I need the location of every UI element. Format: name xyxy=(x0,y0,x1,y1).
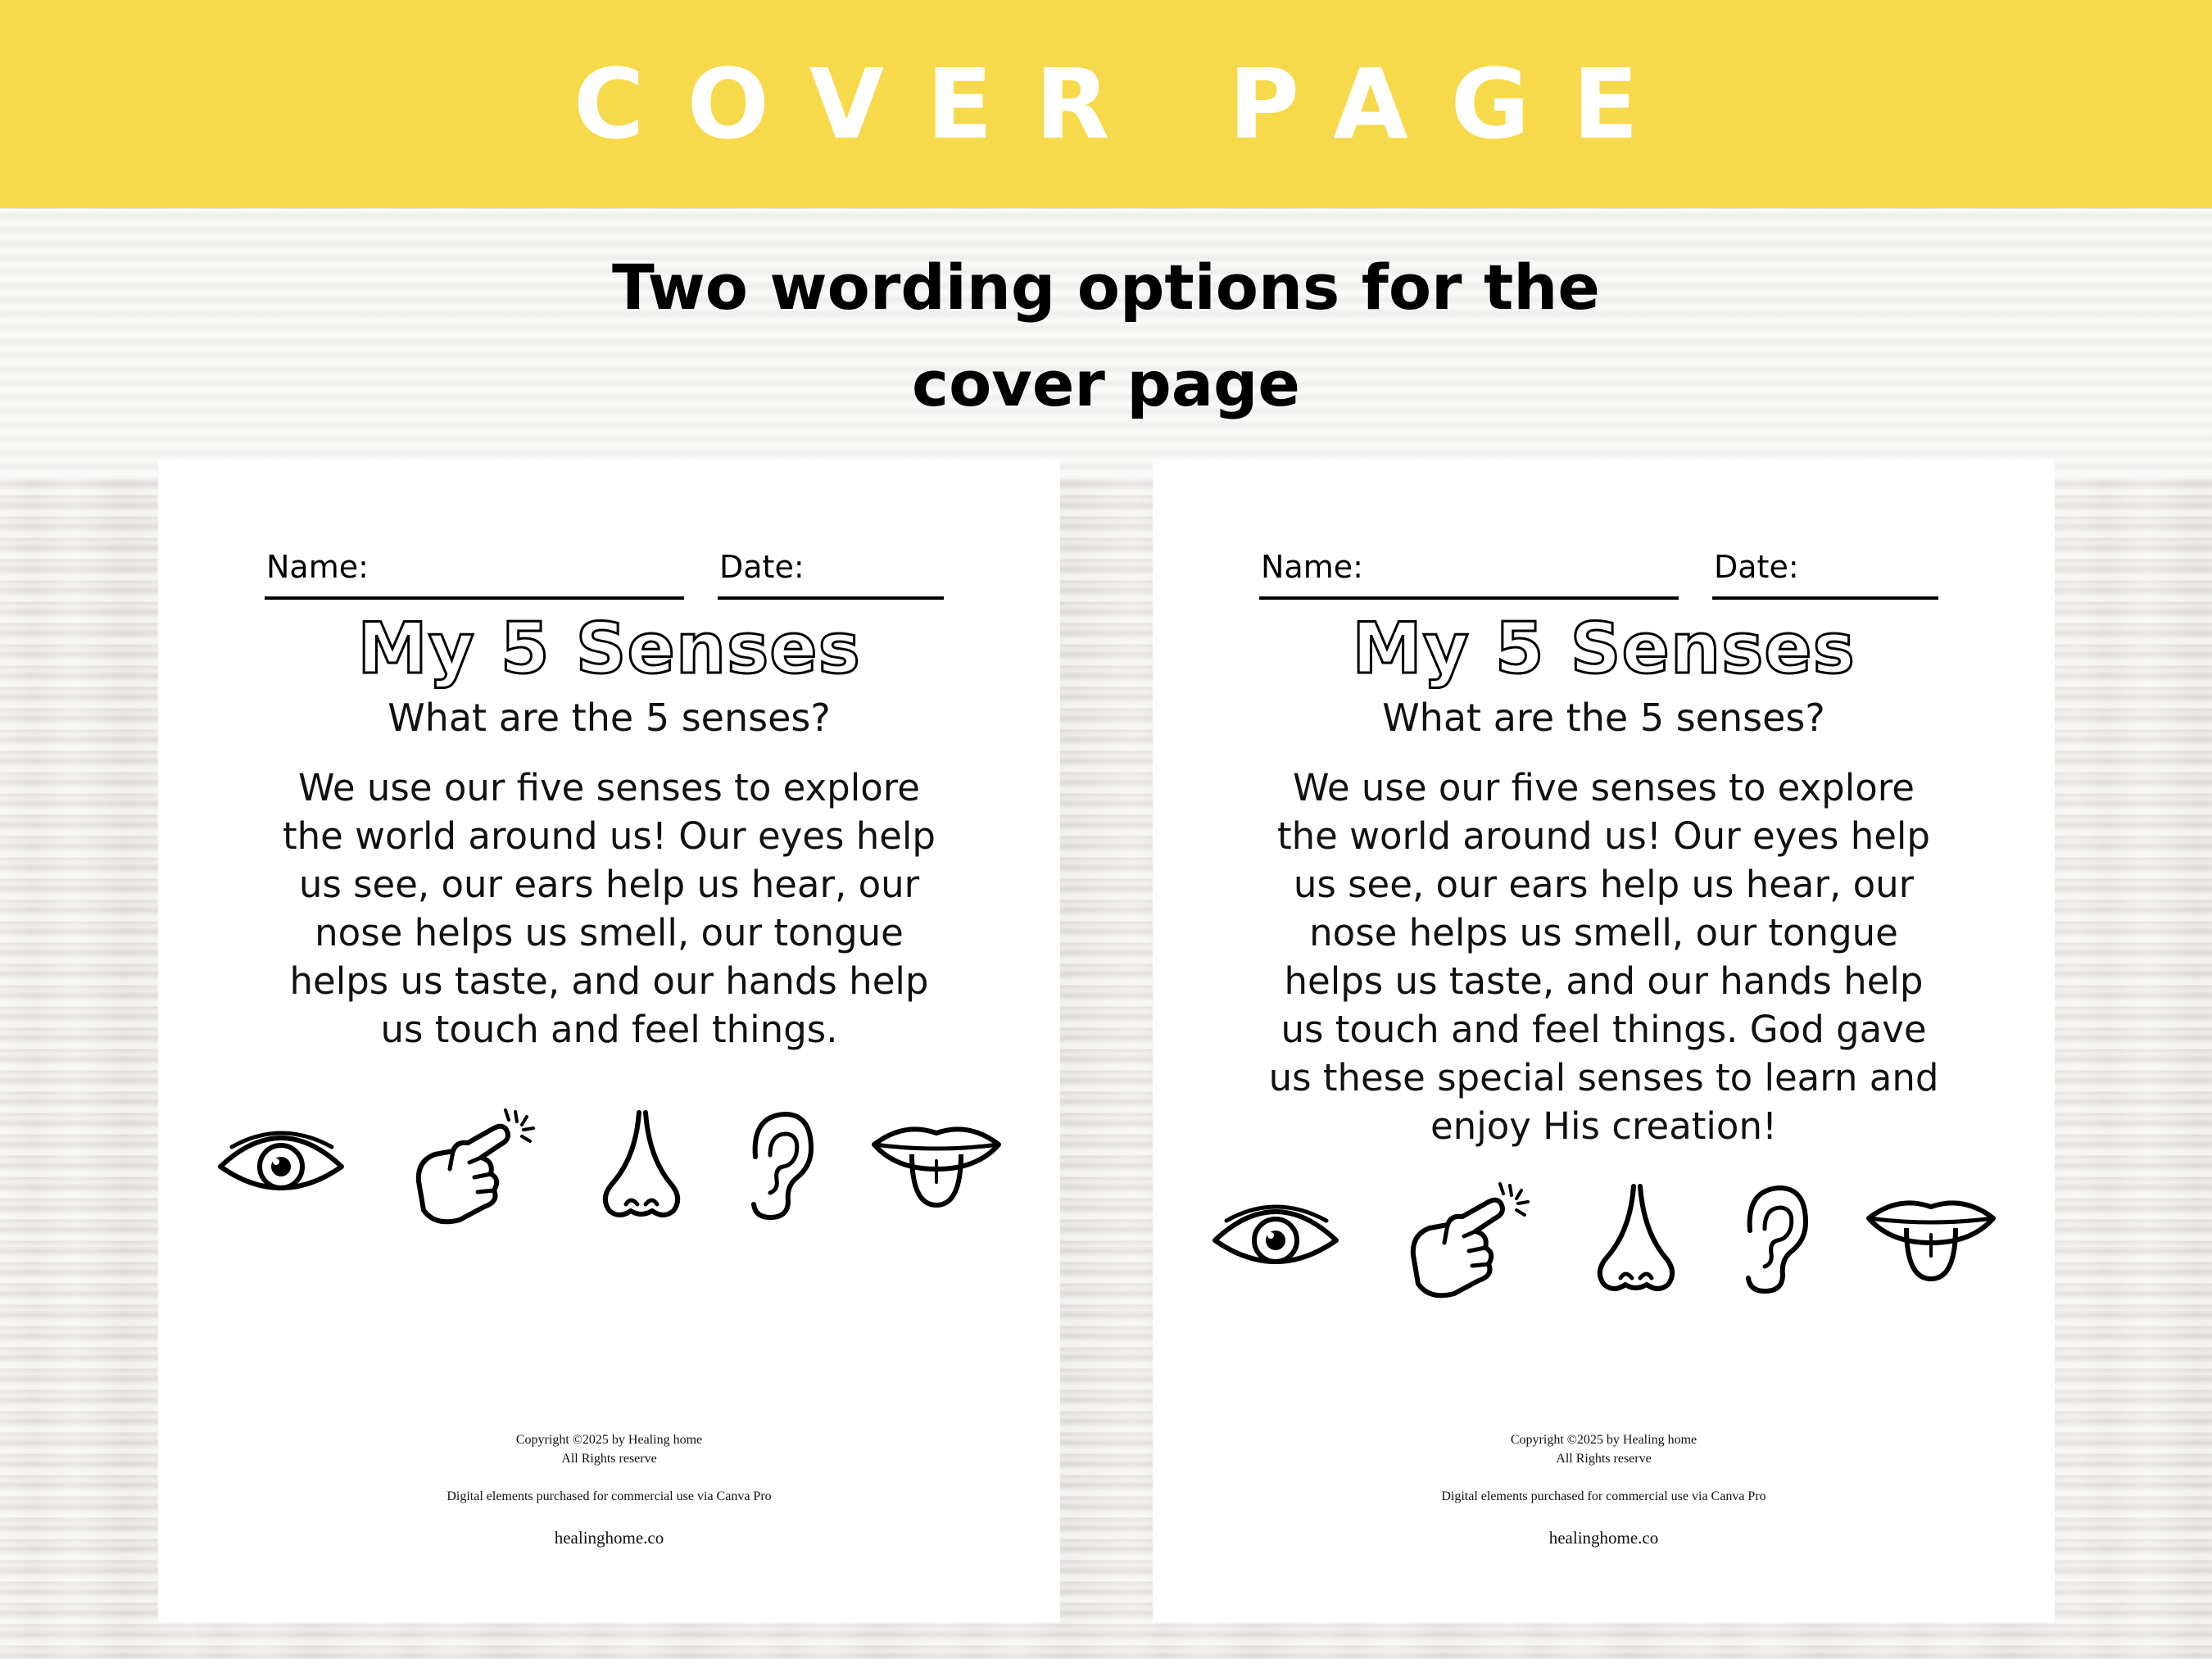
rights-line: All Rights reserve xyxy=(561,1452,657,1466)
body-line: nose helps us smell, our tongue xyxy=(315,911,904,954)
mouth-tongue-icon xyxy=(871,1120,1002,1210)
cover-page-option-2 xyxy=(1153,460,2055,1622)
body-line: us see, our ears help us hear, our xyxy=(298,863,920,906)
subtitle-line-2: cover page xyxy=(912,347,1300,420)
hand-touch-icon xyxy=(402,1104,542,1226)
body-line: helps us taste, and our hands help xyxy=(289,959,929,1003)
date-field xyxy=(1712,549,1938,600)
nose-icon xyxy=(1591,1181,1681,1296)
page-subtitle xyxy=(0,239,2212,433)
body-line: enjoy His creation! xyxy=(1430,1104,1778,1148)
body-line: We use our five senses to explore xyxy=(298,766,920,809)
ear-icon xyxy=(742,1108,816,1222)
date-field xyxy=(718,549,944,600)
eye-icon xyxy=(215,1124,347,1206)
senses-icons-row xyxy=(1210,1177,1997,1300)
body-line: the world around us! Our eyes help xyxy=(1277,814,1930,858)
card-title: My 5 Senses xyxy=(1352,608,1856,690)
eye-icon xyxy=(1210,1198,1341,1280)
digital-elements-note: Digital elements purchased for commercial use via Canva Pro xyxy=(1441,1489,1766,1503)
copyright-line: Copyright ©2025 by Healing home xyxy=(515,1433,703,1447)
subtitle-line-1: Two wording options for the xyxy=(612,251,1600,324)
name-field xyxy=(1259,549,1679,600)
body-line: us these special senses to learn and xyxy=(1268,1056,1939,1099)
body-line: us touch and feel things. xyxy=(380,1008,838,1051)
copyright-notice xyxy=(1153,1430,2055,1468)
name-label: Name: xyxy=(1261,549,1363,585)
card-question: What are the 5 senses? xyxy=(1382,696,1825,740)
date-label: Date: xyxy=(719,549,805,585)
rights-line: All Rights reserve xyxy=(1556,1452,1652,1466)
cover-page-option-1 xyxy=(158,460,1060,1622)
body-line: helps us taste, and our hands help xyxy=(1284,959,1924,1003)
mouth-tongue-icon xyxy=(1865,1194,1997,1284)
card-question: What are the 5 senses? xyxy=(388,696,831,740)
senses-icons-row xyxy=(215,1104,1002,1226)
card-title: My 5 Senses xyxy=(357,608,861,690)
card-body-text xyxy=(1226,764,1981,1150)
body-line: nose helps us smell, our tongue xyxy=(1309,911,1898,954)
name-label: Name: xyxy=(266,549,369,585)
body-line: We use our five senses to explore xyxy=(1293,766,1915,809)
website-url: healinghome.co xyxy=(554,1528,664,1548)
top-banner xyxy=(0,0,2212,208)
banner-title: COVER PAGE xyxy=(573,48,1682,161)
hand-touch-icon xyxy=(1397,1177,1536,1300)
copyright-notice xyxy=(158,1430,1060,1468)
card-body-text xyxy=(232,764,986,1054)
body-line: us see, our ears help us hear, our xyxy=(1293,863,1915,906)
body-line: us touch and feel things. God gave xyxy=(1281,1008,1927,1051)
digital-elements-note: Digital elements purchased for commercial use via Canva Pro xyxy=(446,1489,772,1503)
copyright-line: Copyright ©2025 by Healing home xyxy=(1510,1433,1698,1447)
ear-icon xyxy=(1737,1181,1811,1296)
name-field xyxy=(265,549,684,600)
website-url: healinghome.co xyxy=(1548,1528,1659,1548)
date-label: Date: xyxy=(1714,549,1799,585)
body-line: the world around us! Our eyes help xyxy=(283,814,936,858)
nose-icon xyxy=(596,1108,687,1222)
